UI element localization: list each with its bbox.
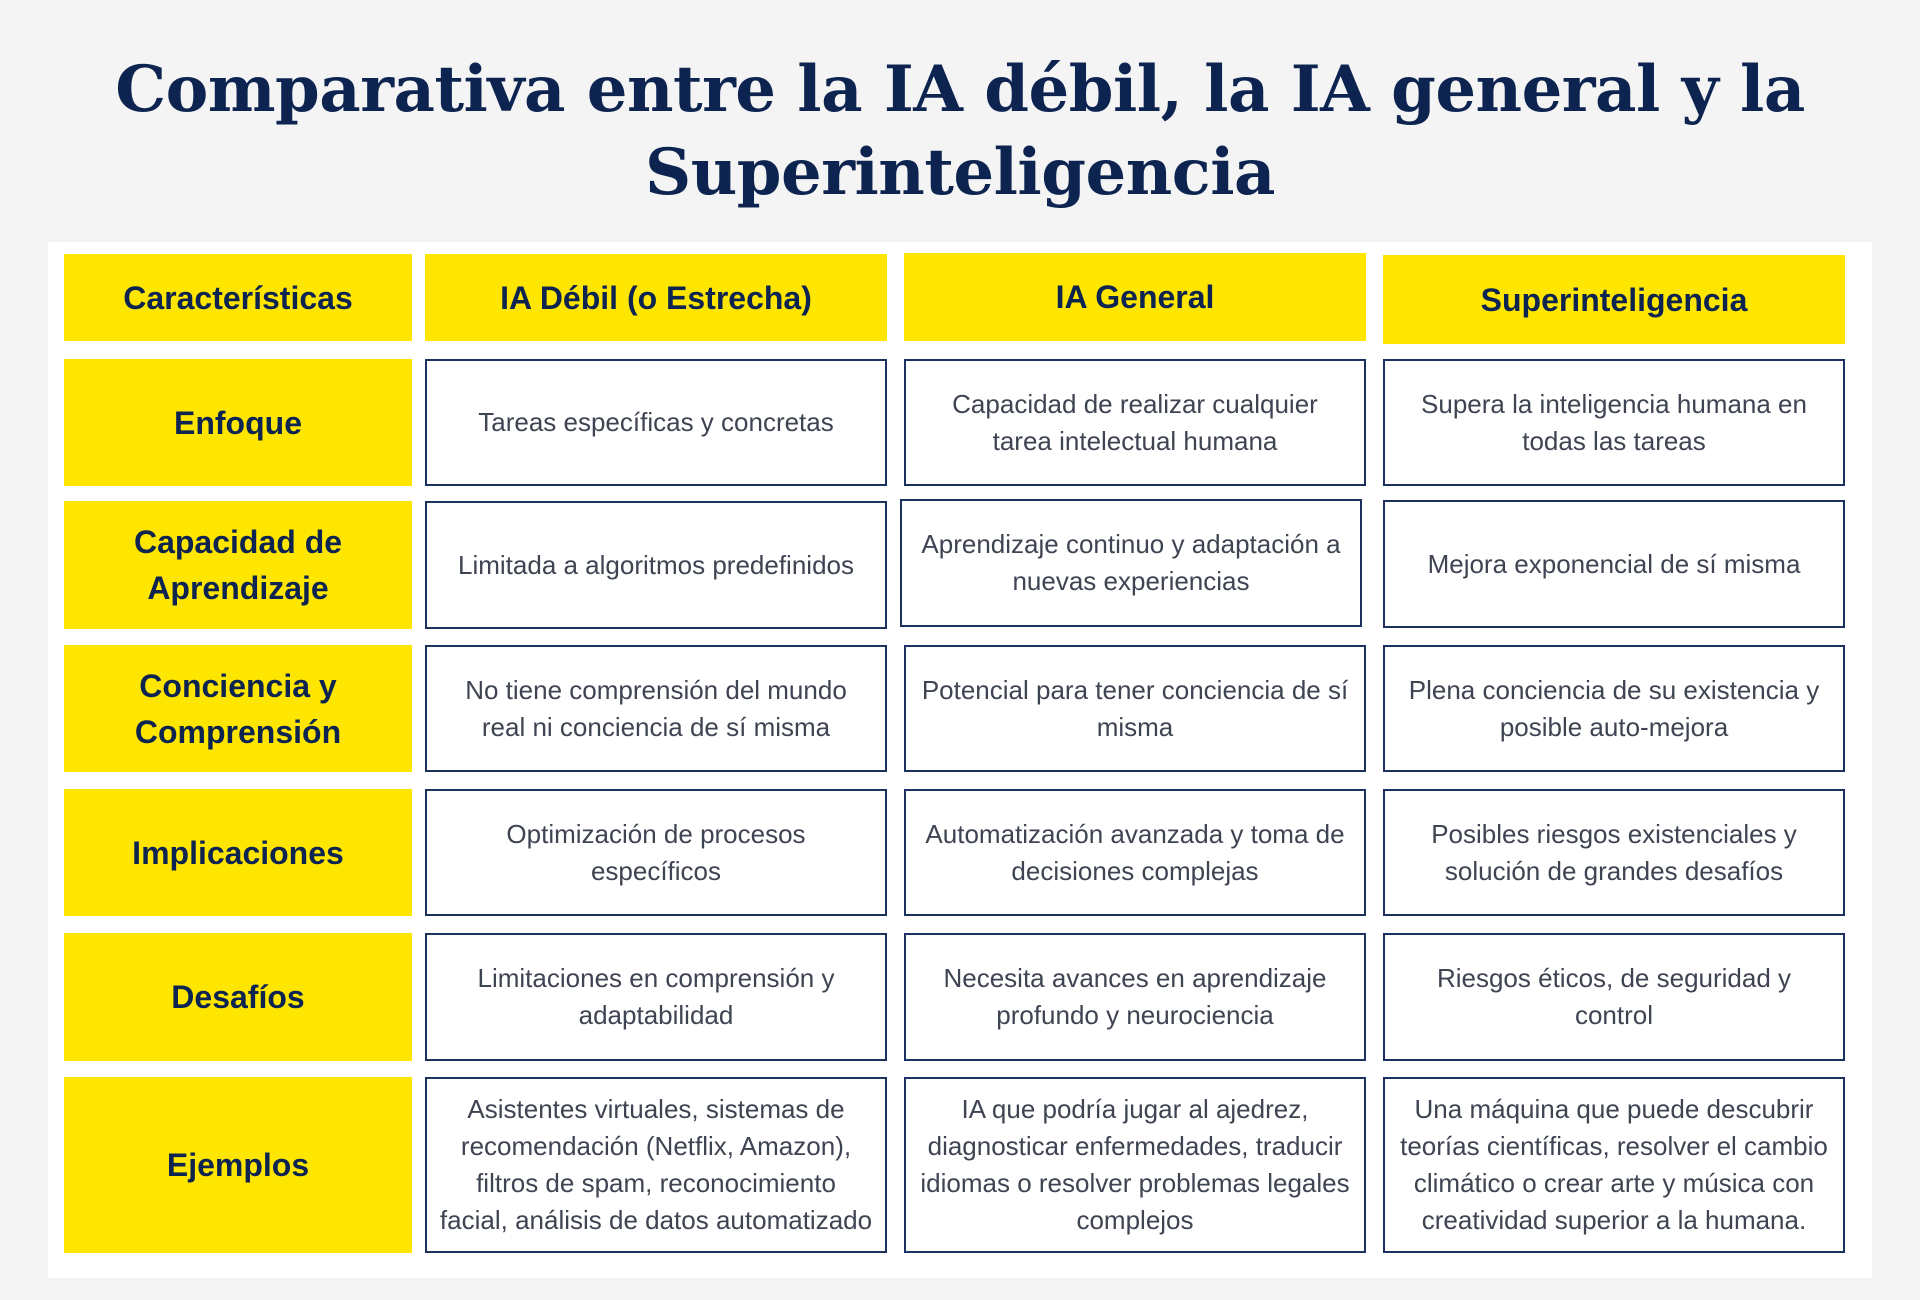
- row-feature-aprendizaje: Capacidad de Aprendizaje: [64, 501, 412, 629]
- row-feature-desafios: Desafíos: [64, 933, 412, 1061]
- cell-weak-conciencia: No tiene comprensión del mundo real ni conciencia de sí misma: [425, 645, 887, 772]
- cell-weak-aprendizaje: Limitada a algoritmos predefinidos: [425, 501, 887, 629]
- cell-weak-implicaciones: Optimización de procesos específicos: [425, 789, 887, 916]
- comparison-table: [48, 242, 1872, 1278]
- row-feature-implicaciones: Implicaciones: [64, 789, 412, 916]
- cell-general-desafios: Necesita avances en aprendizaje profundo y neurociencia: [904, 933, 1366, 1061]
- cell-super-aprendizaje: Mejora exponencial de sí misma: [1383, 500, 1845, 628]
- cell-general-enfoque: Capacidad de realizar cualquier tarea intelectual humana: [904, 359, 1366, 486]
- cell-general-conciencia: Potencial para tener conciencia de sí misma: [904, 645, 1366, 772]
- cell-weak-desafios: Limitaciones en comprensión y adaptabilidad: [425, 933, 887, 1061]
- header-characteristics: Características: [64, 254, 412, 341]
- cell-weak-ejemplos: Asistentes virtuales, sistemas de recomendación (Netflix, Amazon), filtros de spam, reconocimiento facial, análisis de datos automatizado: [425, 1077, 887, 1253]
- cell-super-conciencia: Plena conciencia de su existencia y posible auto-mejora: [1383, 645, 1845, 772]
- row-feature-enfoque: Enfoque: [64, 359, 412, 486]
- cell-general-ejemplos: IA que podría jugar al ajedrez, diagnosticar enfermedades, traducir idiomas o resolver problemas legales complejos: [904, 1077, 1366, 1253]
- cell-general-aprendizaje: Aprendizaje continuo y adaptación a nuevas experiencias: [900, 499, 1362, 627]
- cell-super-desafios: Riesgos éticos, de seguridad y control: [1383, 933, 1845, 1061]
- row-feature-conciencia: Conciencia y Comprensión: [64, 645, 412, 772]
- header-superintelligence: Superinteligencia: [1383, 255, 1845, 344]
- row-feature-ejemplos: Ejemplos: [64, 1077, 412, 1253]
- cell-super-ejemplos: Una máquina que puede descubrir teorías científicas, resolver el cambio climático o crear arte y música con creatividad superior a la humana.: [1383, 1077, 1845, 1253]
- header-weak-ai: IA Débil (o Estrecha): [425, 254, 887, 341]
- cell-weak-enfoque: Tareas específicas y concretas: [425, 359, 887, 486]
- cell-general-implicaciones: Automatización avanzada y toma de decisiones complejas: [904, 789, 1366, 916]
- header-general-ai: IA General: [904, 253, 1366, 341]
- page-title: Comparativa entre la IA débil, la IA general y la Superinteligencia: [115, 52, 1805, 210]
- cell-super-enfoque: Supera la inteligencia humana en todas las tareas: [1383, 359, 1845, 486]
- cell-super-implicaciones: Posibles riesgos existenciales y solución de grandes desafíos: [1383, 789, 1845, 916]
